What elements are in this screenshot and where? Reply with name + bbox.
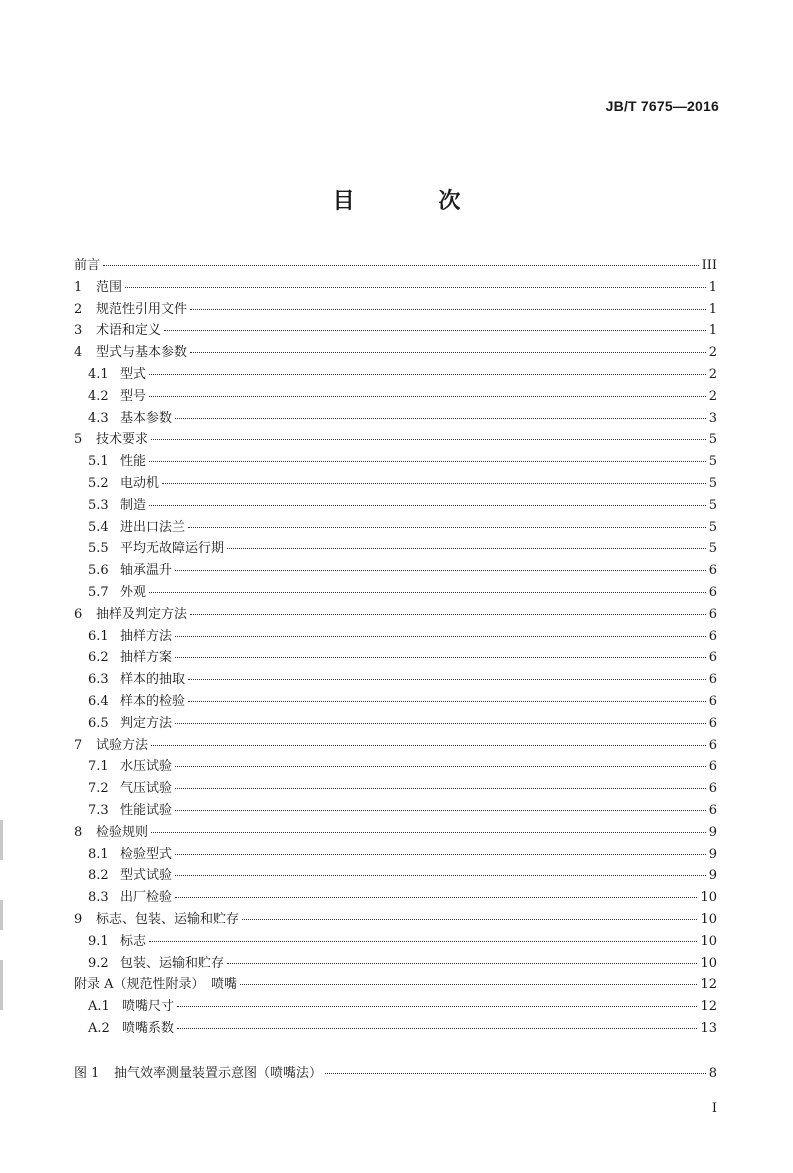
toc-entry-number: 6.4 <box>88 693 109 709</box>
toc-entry-page: III <box>701 258 717 273</box>
toc-entry-page: 6 <box>708 584 717 600</box>
dot-leader <box>175 810 706 811</box>
toc-entry-number: A.2 <box>88 1020 110 1036</box>
toc-entry-title: 抽样及判定方法 <box>96 606 188 622</box>
toc-entry-number: 5.5 <box>88 541 109 557</box>
toc-entry-number: 2 <box>74 301 83 317</box>
toc-entry-page: 5 <box>708 432 717 448</box>
toc-entry-number: 6 <box>74 606 83 622</box>
toc-entry-page: 9 <box>708 868 717 884</box>
toc-entry-title: 制造 <box>120 497 147 513</box>
toc-entry-number: 6.1 <box>88 628 109 644</box>
standard-code: JB/T 7675—2016 <box>605 98 719 114</box>
toc-entry[interactable] <box>74 777 717 799</box>
toc-entry[interactable] <box>74 516 717 538</box>
figure-list <box>74 1062 717 1084</box>
toc-entry-number: 9.1 <box>88 933 109 949</box>
toc-entry[interactable] <box>74 341 717 363</box>
toc-entry-page: 5 <box>708 475 717 491</box>
toc-entry-number: 7 <box>74 737 83 753</box>
dot-leader <box>227 963 697 964</box>
dot-leader <box>175 766 706 767</box>
toc-entry-page: 6 <box>708 737 717 753</box>
dot-leader <box>242 919 697 920</box>
toc-entry[interactable] <box>74 1017 717 1039</box>
toc-entry-number: 5.7 <box>88 584 109 600</box>
dot-leader <box>151 439 706 440</box>
toc-entry-number: 7.3 <box>88 802 109 818</box>
toc-entry[interactable] <box>74 908 717 930</box>
toc-entry-number: 6.3 <box>88 672 109 688</box>
dot-leader <box>151 745 706 746</box>
toc-entry[interactable] <box>74 712 717 734</box>
toc-entry-number: 5.2 <box>88 475 109 491</box>
dot-leader <box>177 1006 697 1007</box>
toc-entry-title: 型式 <box>120 366 147 382</box>
dot-leader <box>149 374 706 375</box>
toc-entry-number: 8.2 <box>88 868 109 884</box>
toc-entry-number: 7.2 <box>88 781 109 797</box>
dot-leader <box>125 287 706 288</box>
toc-entry[interactable] <box>74 734 717 756</box>
toc-entry[interactable] <box>74 363 717 385</box>
toc-entry[interactable] <box>74 995 717 1017</box>
dot-leader <box>240 984 697 985</box>
toc-entry-title: 进出口法兰 <box>120 519 186 535</box>
dot-leader <box>149 396 706 397</box>
toc-entry-number: 5.6 <box>88 563 109 579</box>
toc-entry[interactable] <box>74 886 717 908</box>
toc-entry-title: 型号 <box>120 388 147 404</box>
toc-entry-page: 13 <box>700 1020 717 1036</box>
toc-entry-title: 喷嘴系数 <box>122 1020 175 1036</box>
dot-leader <box>149 592 706 593</box>
toc-entry-page: 6 <box>708 606 717 622</box>
toc-entry-title: 外观 <box>120 584 147 600</box>
figure-entry[interactable] <box>74 1062 717 1084</box>
toc-entry[interactable] <box>74 646 717 668</box>
toc-entry-page: 6 <box>708 672 717 688</box>
dot-leader <box>175 723 706 724</box>
dot-leader <box>188 527 706 528</box>
toc-entry-page: 5 <box>708 454 717 470</box>
toc-entry-title: 检验型式 <box>120 846 173 862</box>
toc-entry[interactable] <box>74 843 717 865</box>
toc-entry-title: 规范性引用文件 <box>96 301 188 317</box>
dot-leader <box>177 1028 697 1029</box>
toc-entry-title: 平均无故障运行期 <box>120 541 225 557</box>
scan-edge-mark <box>0 820 3 860</box>
toc-entry-number: A.1 <box>88 999 110 1015</box>
toc-entry-title: 轴承温升 <box>120 563 173 579</box>
toc-entry[interactable] <box>74 319 717 341</box>
toc-entry-page: 6 <box>708 628 717 644</box>
toc-entry[interactable] <box>74 385 717 407</box>
toc-entry-title: 基本参数 <box>120 410 173 426</box>
toc-entry-page: 3 <box>708 410 717 426</box>
toc-entry-number: 8.1 <box>88 846 109 862</box>
toc-entry-page: 2 <box>708 388 717 404</box>
toc-entry-title: 样本的抽取 <box>120 672 186 688</box>
toc-entry-title: 出厂检验 <box>120 890 173 906</box>
toc-entry-title: 检验规则 <box>96 824 149 840</box>
toc-entry-number: 5.1 <box>88 454 109 470</box>
toc-entry[interactable] <box>74 755 717 777</box>
toc-entry[interactable] <box>74 864 717 886</box>
dot-leader <box>103 265 699 266</box>
dot-leader <box>149 461 706 462</box>
toc-entry[interactable] <box>74 428 717 450</box>
toc-entry[interactable] <box>74 450 717 472</box>
toc-entry[interactable] <box>74 537 717 559</box>
toc-entry[interactable] <box>74 254 717 276</box>
toc-entry-title: 标志 <box>120 933 147 949</box>
toc-entry-title: 水压试验 <box>120 759 173 775</box>
toc-entry-page: 5 <box>708 497 717 513</box>
toc-entry[interactable] <box>74 407 717 429</box>
toc-entry-page: 9 <box>708 824 717 840</box>
toc-entry-page: 6 <box>708 693 717 709</box>
dot-leader <box>175 418 706 419</box>
toc-entry-page: 2 <box>708 345 717 361</box>
toc-entry-number: 8 <box>74 824 83 840</box>
toc-entry-number: 6.5 <box>88 715 109 731</box>
dot-leader <box>188 701 706 702</box>
toc-entry-number: 1 <box>74 279 83 295</box>
toc-entry-title: 抽气效率测量装置示意图（喷嘴法） <box>114 1066 323 1081</box>
toc-entry-page: 8 <box>708 1066 717 1081</box>
toc-entry-number: 5.3 <box>88 497 109 513</box>
toc-entry-title: 型式试验 <box>120 868 173 884</box>
toc-entry-page: 2 <box>708 366 717 382</box>
toc-entry-title: 性能 <box>120 454 147 470</box>
dot-leader <box>162 483 706 484</box>
toc-entry[interactable] <box>74 690 717 712</box>
toc-entry-page: 6 <box>708 781 717 797</box>
toc-entry-number: 9 <box>74 911 83 927</box>
toc-entry[interactable] <box>74 494 717 516</box>
dot-leader <box>175 657 706 658</box>
toc-entry-page: 1 <box>708 301 717 317</box>
toc-entry-page: 1 <box>708 279 717 295</box>
dot-leader <box>175 875 706 876</box>
dot-leader <box>190 352 706 353</box>
toc-entry[interactable] <box>74 625 717 647</box>
toc-entry-page: 10 <box>700 911 717 927</box>
dot-leader <box>188 679 706 680</box>
toc-entry-title: 术语和定义 <box>96 323 162 339</box>
toc-entry[interactable] <box>74 952 717 974</box>
toc-entry[interactable] <box>74 276 717 298</box>
toc-entry[interactable] <box>74 298 717 320</box>
dot-leader <box>164 330 706 331</box>
toc-entry-number: 7.1 <box>88 759 109 775</box>
toc-entry-title: 试验方法 <box>96 737 149 753</box>
toc-entry-title: 样本的检验 <box>120 693 186 709</box>
dot-leader <box>149 505 706 506</box>
scan-edge-mark <box>0 900 3 930</box>
toc-entry-title: 型式与基本参数 <box>96 345 188 361</box>
toc-entry-title: 抽样方案 <box>120 650 173 666</box>
toc-entry-page: 9 <box>708 846 717 862</box>
toc-entry-page: 6 <box>708 759 717 775</box>
toc-entry-title: 前言 <box>74 258 101 273</box>
toc-entry[interactable] <box>74 559 717 581</box>
toc-entry-page: 5 <box>708 541 717 557</box>
toc-entry[interactable] <box>74 581 717 603</box>
page-number: I <box>711 1101 717 1116</box>
toc-entry-title: 电动机 <box>120 475 160 491</box>
page-title: 目 次 <box>332 189 499 214</box>
toc-entry-page: 12 <box>700 977 717 993</box>
toc-entry-number: 5 <box>74 432 83 448</box>
toc-entry-number: 4.3 <box>88 410 109 426</box>
toc-entry-title: 附录 A（规范性附录） 喷嘴 <box>74 977 238 993</box>
toc-entry-title: 范围 <box>96 279 123 295</box>
dot-leader <box>151 832 706 833</box>
toc-entry-title: 抽样方法 <box>120 628 173 644</box>
dot-leader <box>227 548 706 549</box>
toc-entry[interactable] <box>74 930 717 952</box>
toc-entry-page: 6 <box>708 650 717 666</box>
toc-entry[interactable] <box>74 821 717 843</box>
toc-entry-number: 4.2 <box>88 388 109 404</box>
dot-leader <box>175 570 706 571</box>
toc-entry-page: 6 <box>708 802 717 818</box>
toc-entry-number: 5.4 <box>88 519 109 535</box>
toc-entry[interactable] <box>74 668 717 690</box>
toc-entry-number: 3 <box>74 323 83 339</box>
toc-entry-page: 12 <box>700 999 717 1015</box>
toc-entry-number: 9.2 <box>88 955 109 971</box>
toc-entry[interactable] <box>74 472 717 494</box>
toc-entry-title: 包装、运输和贮存 <box>120 955 225 971</box>
dot-leader <box>149 941 697 942</box>
toc-entry[interactable] <box>74 603 717 625</box>
toc-entry-page: 6 <box>708 715 717 731</box>
toc-entry-page: 6 <box>708 563 717 579</box>
dot-leader <box>175 788 706 789</box>
toc-entry-title: 性能试验 <box>120 802 173 818</box>
dot-leader <box>175 897 697 898</box>
toc-entry-number: 6.2 <box>88 650 109 666</box>
toc-entry-page: 1 <box>708 323 717 339</box>
dot-leader <box>190 309 706 310</box>
toc-entry-title: 标志、包装、运输和贮存 <box>96 911 240 927</box>
scan-edge-mark <box>0 960 3 1010</box>
toc-entry-page: 10 <box>700 890 717 906</box>
dot-leader <box>325 1073 706 1074</box>
table-of-contents <box>74 254 717 1039</box>
dot-leader <box>190 614 706 615</box>
dot-leader <box>175 636 706 637</box>
toc-entry-page: 10 <box>700 933 717 949</box>
toc-entry-page: 5 <box>708 519 717 535</box>
toc-entry-number: 8.3 <box>88 890 109 906</box>
toc-entry-title: 技术要求 <box>96 432 149 448</box>
toc-entry-page: 10 <box>700 955 717 971</box>
dot-leader <box>175 854 706 855</box>
toc-entry-title: 喷嘴尺寸 <box>122 999 175 1015</box>
toc-entry-title: 气压试验 <box>120 781 173 797</box>
toc-entry-number: 4.1 <box>88 366 109 382</box>
toc-entry-title: 判定方法 <box>120 715 173 731</box>
toc-entry[interactable] <box>74 799 717 821</box>
toc-entry-number: 4 <box>74 345 83 361</box>
toc-entry[interactable] <box>74 973 717 995</box>
toc-entry-number: 图 1 <box>74 1066 100 1081</box>
